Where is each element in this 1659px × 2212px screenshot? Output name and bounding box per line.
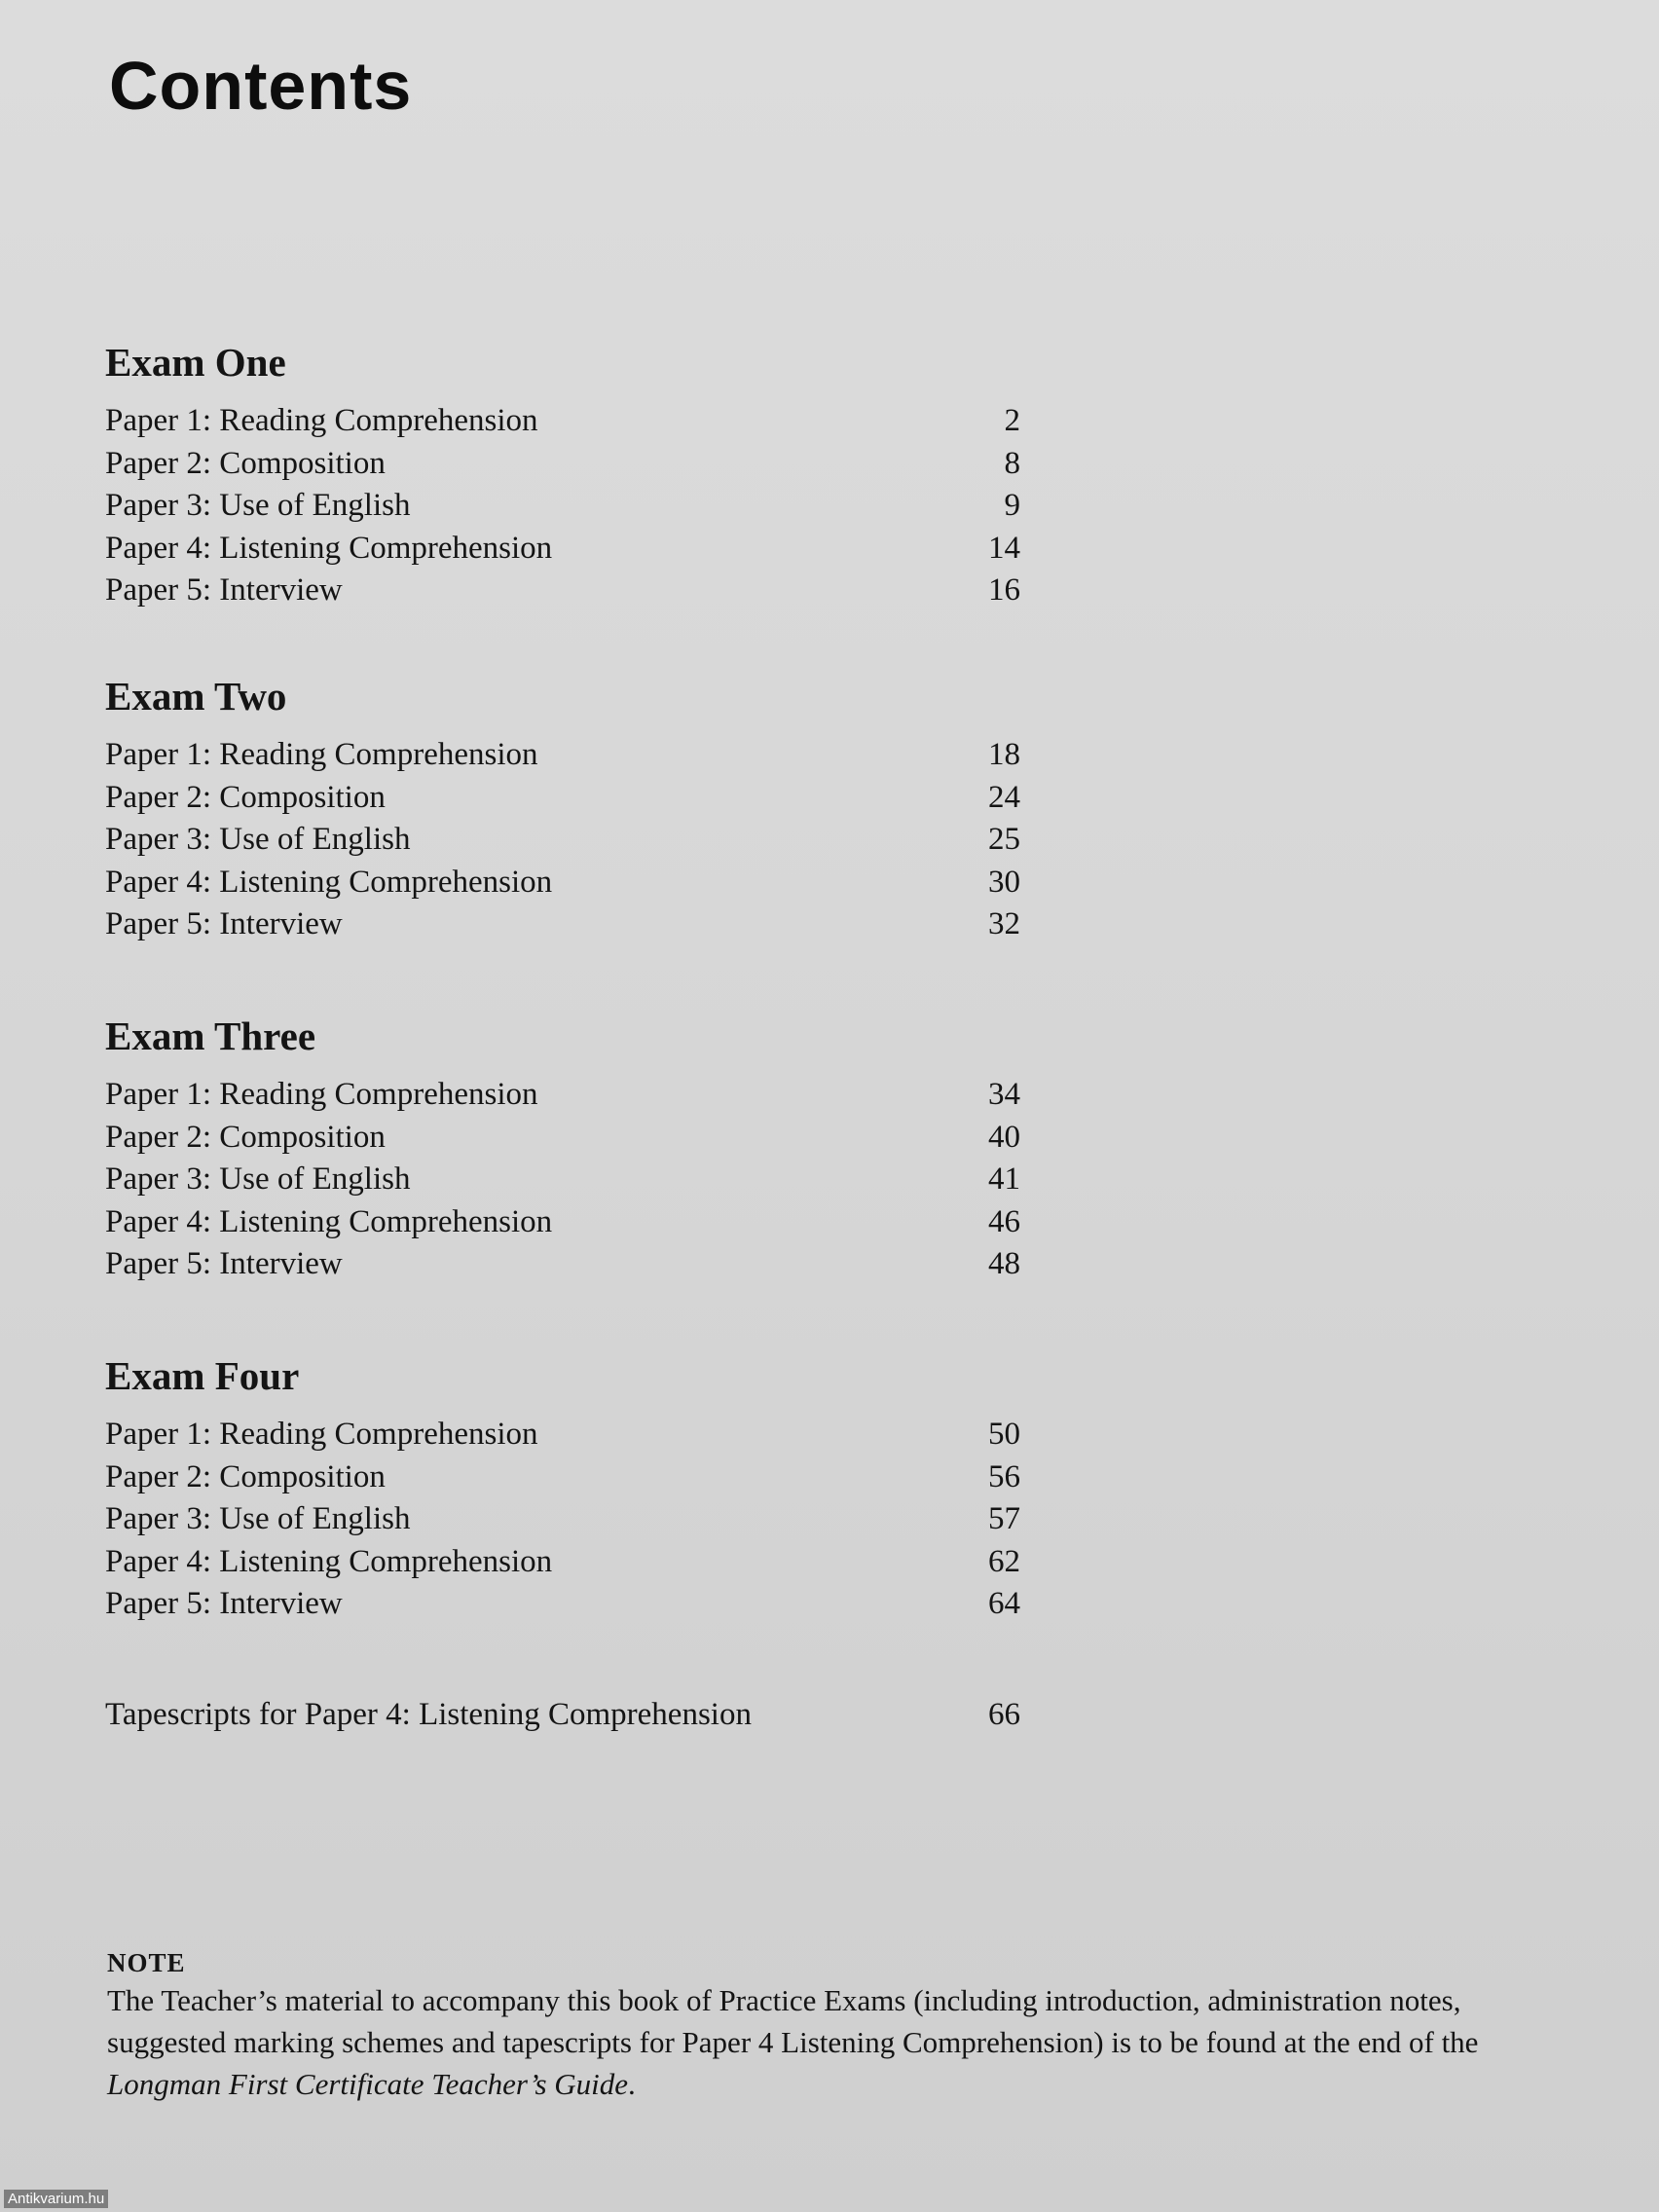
exam-heading: Exam Four bbox=[105, 1353, 300, 1398]
entry-page-number: 48 bbox=[988, 1246, 1020, 1281]
toc-entry bbox=[105, 528, 1020, 571]
exam-heading: Exam Three bbox=[105, 1014, 316, 1058]
exam-section-three bbox=[105, 1012, 1020, 1286]
tapescripts-page-number: 66 bbox=[988, 1697, 1020, 1732]
entry-page-number: 2 bbox=[1004, 403, 1020, 438]
entry-label: Paper 1: Reading Comprehension bbox=[105, 1417, 538, 1452]
entry-label: Paper 3: Use of English bbox=[105, 488, 411, 523]
toc-entry bbox=[105, 903, 1020, 946]
toc-entry bbox=[105, 1583, 1020, 1626]
entry-page-number: 41 bbox=[988, 1161, 1020, 1197]
note-text-before: The Teacher’s material to accompany this book of Practice Exams (including introduction, administration notes, suggested marking schemes and tapescripts for Paper 4 Listening Comprehension) is to be found at the end of the bbox=[107, 1983, 1479, 2059]
toc-entry bbox=[105, 862, 1020, 904]
toc-entry bbox=[105, 1159, 1020, 1201]
toc-entry bbox=[105, 1541, 1020, 1584]
entry-label: Paper 2: Composition bbox=[105, 779, 386, 815]
exam-heading: Exam Two bbox=[105, 674, 287, 719]
toc-entry bbox=[105, 1414, 1020, 1456]
toc-entry bbox=[105, 1201, 1020, 1244]
toc-entry bbox=[105, 400, 1020, 443]
entry-label: Paper 4: Listening Comprehension bbox=[105, 1203, 553, 1239]
entry-page-number: 57 bbox=[988, 1501, 1020, 1536]
note-text-after: . bbox=[628, 2067, 636, 2101]
note-block bbox=[107, 1946, 1509, 2105]
entry-page-number: 14 bbox=[988, 530, 1020, 566]
toc-entry bbox=[105, 777, 1020, 820]
entry-page-number: 8 bbox=[1004, 445, 1020, 481]
note-book-title: Longman First Certificate Teacher’s Guide bbox=[107, 2067, 629, 2101]
entry-page-number: 18 bbox=[988, 737, 1020, 772]
entry-page-number: 56 bbox=[988, 1458, 1020, 1494]
entry-label: Paper 4: Listening Comprehension bbox=[105, 864, 553, 900]
toc-entry bbox=[105, 443, 1020, 486]
entry-label: Paper 5: Interview bbox=[105, 572, 343, 608]
entry-label: Paper 2: Composition bbox=[105, 1458, 386, 1494]
entry-label: Paper 2: Composition bbox=[105, 1119, 386, 1155]
entry-label: Paper 5: Interview bbox=[105, 1246, 343, 1281]
entry-label: Paper 5: Interview bbox=[105, 1586, 343, 1621]
exam-heading: Exam One bbox=[105, 340, 286, 385]
toc-entry bbox=[105, 570, 1020, 612]
entry-page-number: 24 bbox=[988, 779, 1020, 815]
entry-label: Paper 1: Reading Comprehension bbox=[105, 403, 538, 438]
entry-page-number: 50 bbox=[988, 1417, 1020, 1452]
page-title: Contents bbox=[109, 48, 413, 124]
tapescripts-entry bbox=[105, 1693, 1020, 1736]
entry-label: Paper 5: Interview bbox=[105, 906, 343, 941]
entry-page-number: 62 bbox=[988, 1543, 1020, 1579]
toc-entry bbox=[105, 1074, 1020, 1117]
entry-label: Paper 2: Composition bbox=[105, 445, 386, 481]
toc-entry bbox=[105, 734, 1020, 777]
entry-page-number: 40 bbox=[988, 1119, 1020, 1155]
entry-page-number: 30 bbox=[988, 864, 1020, 900]
entry-label: Paper 3: Use of English bbox=[105, 1501, 411, 1536]
entry-page-number: 64 bbox=[988, 1586, 1020, 1621]
entry-label: Paper 1: Reading Comprehension bbox=[105, 1077, 538, 1112]
exam-section-one bbox=[105, 338, 1020, 612]
toc-entry bbox=[105, 819, 1020, 862]
tapescripts-label: Tapescripts for Paper 4: Listening Comprehension bbox=[105, 1697, 752, 1732]
entry-page-number: 9 bbox=[1004, 488, 1020, 523]
toc-entry bbox=[105, 1117, 1020, 1160]
entry-label: Paper 4: Listening Comprehension bbox=[105, 1543, 553, 1579]
toc-entry bbox=[105, 1456, 1020, 1499]
entry-page-number: 32 bbox=[988, 906, 1020, 941]
entry-page-number: 16 bbox=[988, 572, 1020, 608]
exam-section-four bbox=[105, 1351, 1020, 1626]
entry-page-number: 34 bbox=[988, 1077, 1020, 1112]
toc-entry bbox=[105, 485, 1020, 528]
toc-entry bbox=[105, 1243, 1020, 1286]
watermark: Antikvarium.hu bbox=[4, 2190, 108, 2208]
exam-section-two bbox=[105, 672, 1020, 946]
toc-entry bbox=[105, 1498, 1020, 1541]
entry-label: Paper 4: Listening Comprehension bbox=[105, 530, 553, 566]
entry-page-number: 25 bbox=[988, 822, 1020, 857]
entry-label: Paper 3: Use of English bbox=[105, 1161, 411, 1197]
entry-page-number: 46 bbox=[988, 1203, 1020, 1239]
entry-label: Paper 3: Use of English bbox=[105, 822, 411, 857]
note-heading: NOTE bbox=[107, 1948, 186, 1977]
entry-label: Paper 1: Reading Comprehension bbox=[105, 737, 538, 772]
note-text bbox=[107, 1979, 1509, 2105]
